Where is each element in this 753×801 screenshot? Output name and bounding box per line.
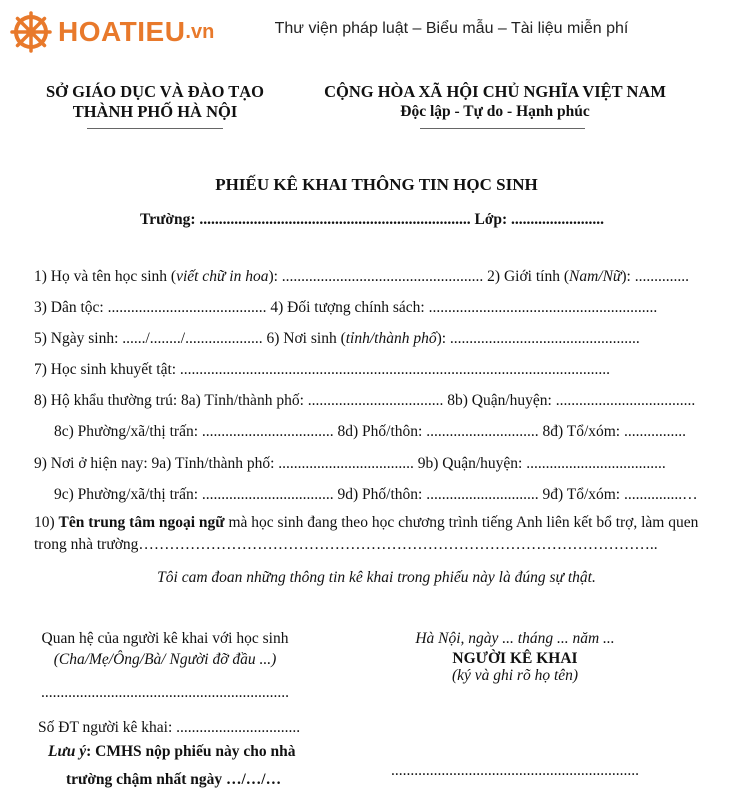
nation-underline <box>420 128 585 129</box>
label-language-center: Tên trung tâm ngoại ngữ <box>58 514 225 531</box>
nation-header <box>300 82 690 122</box>
relation-hint: (Cha/Mẹ/Ông/Bà/ Người đỡ đầu ...) <box>53 651 277 668</box>
signer-hint: (ký và ghi rõ họ tên) <box>451 667 579 684</box>
field-ethnicity-policy[interactable]: 3) Dân tộc: ......................................... 4) Đối tượng chính sách: ........................................................... <box>34 299 658 316</box>
field-disability[interactable]: 7) Học sinh khuyết tật: ............................................................................................................... <box>34 361 611 378</box>
field-current-address[interactable]: 9) Nơi ở hiện nay: 9a) Tỉnh/thành phố: ................................... 9b) Quận/huyện: .................................... <box>34 455 666 472</box>
signature-line[interactable]: ................................................................ <box>391 762 639 779</box>
label-10: 10) <box>34 514 59 531</box>
nation-motto: Độc lập - Tự do - Hạnh phúc <box>400 103 590 120</box>
org-header <box>30 82 280 122</box>
field-student-name-gender[interactable] <box>34 268 689 286</box>
signer-title: NGƯỜI KÊ KHAI <box>452 650 578 667</box>
field-current-address-detail[interactable]: 9c) Phường/xã/thị trấn: .................................. 9d) Phố/thôn: ............................. 9đ) Tổ/xóm: ...............… <box>54 486 698 503</box>
note-line-2: trường chậm nhất ngày …/…/… <box>66 771 282 788</box>
label-gender: ): .................................................... 2) Giới tính ( <box>268 268 569 285</box>
org-underline <box>87 128 223 129</box>
field-language-center-dots[interactable]: trong nhà trường……………………………………………………………………………………….. <box>34 536 658 553</box>
org-line-1: SỞ GIÁO DỤC VÀ ĐÀO TẠO <box>45 82 265 101</box>
label-language-center-desc: mà học sinh đang theo học chương trình tiếng Anh liên kết bổ trợ, làm quen <box>224 514 699 531</box>
hint-uppercase: viết chữ in hoa <box>176 268 269 285</box>
field-birth[interactable] <box>34 330 640 348</box>
note-line-1 <box>48 743 295 761</box>
school-class-field[interactable]: Trường: ...................................................................... Lớp: ........................ <box>140 211 605 228</box>
label-name: 1) Họ và tên học sinh ( <box>34 268 177 285</box>
note-label: Lưu ý <box>48 743 87 760</box>
date-line: Hà Nội, ngày ... tháng ... năm ... <box>415 630 615 647</box>
field-permanent-address-detail[interactable]: 8c) Phường/xã/thị trấn: .................................. 8d) Phố/thôn: ............................. 8đ) Tổ/xóm: ................ <box>54 423 686 440</box>
hint-province: tỉnh/thành phố <box>345 330 437 347</box>
hint-gender: Nam/Nữ <box>569 268 622 285</box>
site-tagline: Thư viện pháp luật – Biểu mẫu – Tài liệu miễn phí <box>274 20 629 37</box>
logo-suffix: .vn <box>185 20 215 43</box>
label-birthdate: 5) Ngày sinh: ....../......../.................... 6) Nơi sinh ( <box>34 330 346 347</box>
logo-text: HOATIEU <box>58 16 186 47</box>
form-title: PHIẾU KÊ KHAI THÔNG TIN HỌC SINH <box>215 175 538 194</box>
pledge-statement: Tôi cam đoan những thông tin kê khai trong phiếu này là đúng sự thật. <box>157 569 596 586</box>
relation-input[interactable]: ................................................................ <box>41 684 289 701</box>
note-text-a: : CMHS nộp phiếu này cho nhà <box>86 743 296 760</box>
org-line-2: THÀNH PHỐ HÀ NỘI <box>72 102 238 121</box>
nation-line-1: CỘNG HÒA XÃ HỘI CHỦ NGHĨA VIỆT NAM <box>324 82 666 101</box>
birthplace-dots: ): ................................................. <box>436 330 640 347</box>
gender-dots: ): .............. <box>621 268 689 285</box>
field-permanent-address[interactable]: 8) Hộ khẩu thường trú: 8a) Tỉnh/thành phố: ................................... 8b) Quận/huyện: .................................... <box>34 392 696 409</box>
field-language-center[interactable] <box>34 514 698 532</box>
relation-label: Quan hệ của người kê khai với học sinh <box>41 630 289 647</box>
phone-field[interactable]: Số ĐT người kê khai: ................................ <box>38 719 301 736</box>
